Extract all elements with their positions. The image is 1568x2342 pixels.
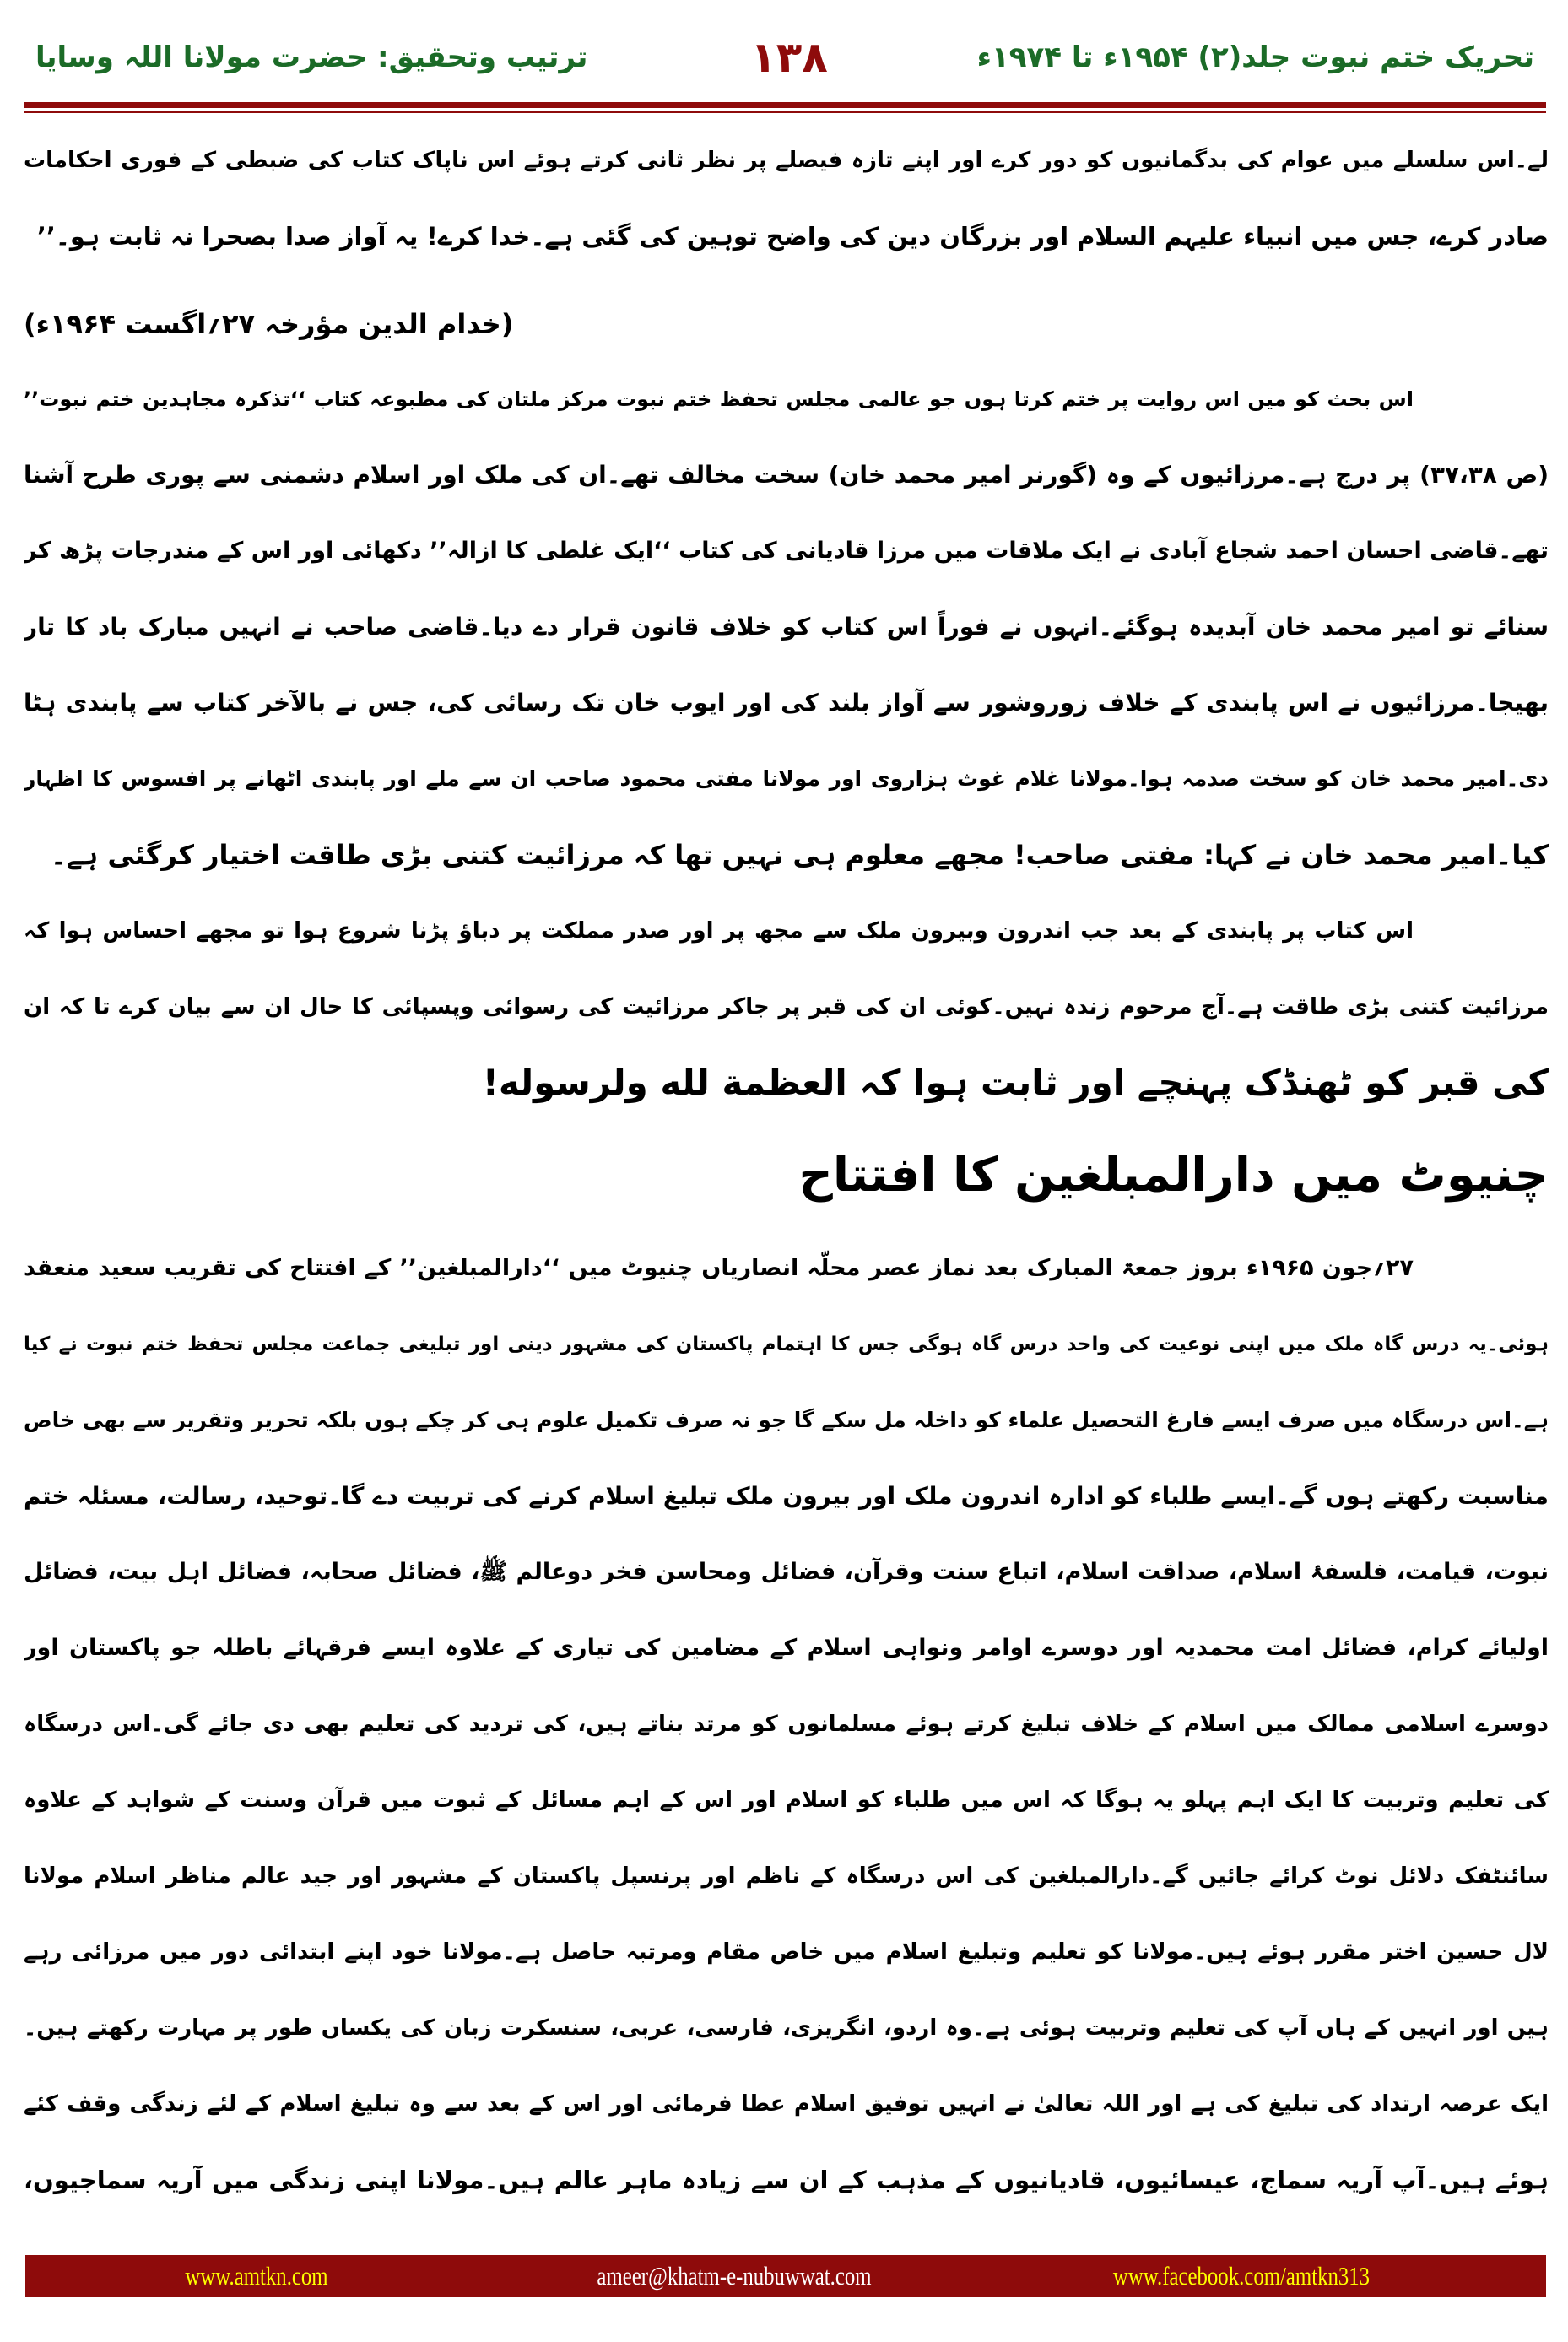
body-line: نبوت، قیامت، فلسفۂ اسلام، صداقت اسلام، اتباع سنت وقرآن، فضائل ومحاسن فخر دوعالم ﷺ، فضائل صحابہ، فضائل اہل بیت، فضائل [24,1559,1549,1585]
body-line: کی قبر کو ٹھنڈک پہنچے اور ثابت ہوا کہ العظمة لله ولرسوله! [482,1062,1549,1103]
paragraph [24,1230,1549,2218]
body-line: مرزائیت کتنی بڑی طاقت ہے۔آج مرحوم زندہ نہیں۔کوئی ان کی قبر پر جاکر مرزائیت کی رسوائی وپسپائی کا حال ان سے بیان کرے تا کہ ان [24,994,1549,1020]
body-line: اولیائے کرام، فضائل امت محمدیہ اور دوسرے اوامر ونواہی اسلام کے مضامین کی تیاری کے علاوہ ایسے فرقہائے باطلہ جو پاکستان اور [24,1635,1549,1661]
source-citation [24,274,1549,361]
body-line: ہیں اور انہیں کے ہاں آپ کی تعلیم وتربیت ہوئی ہے۔وہ اردو، انگریزی، فارسی، عربی، سنسکرت زبان کی یکساں طور پر مہارت رکھتے ہیں۔ [24,2015,1549,2041]
citation-text: (خدام الدین مؤرخہ ۲۷؍اگست ۱۹۶۴ء) [24,308,514,340]
paragraph [24,893,1549,1121]
paragraph [24,361,1549,893]
body-line: ۲۷؍جون ۱۹۶۵ء بروز جمعۃ المبارک بعد نماز عصر محلّہ انصاریاں چنیوٹ میں ‘‘دارالمبلغین’’ کے افتتاح کی تقریب سعید منعقد [24,1255,1414,1281]
body-line: کی تعلیم وتربیت کا ایک اہم پہلو یہ ہوگا کہ اس میں طلباء کو اسلام اور اس کے اہم مسائل کے ثبوت میں قرآن وسنت کے شواہد کے علاوہ [24,1788,1549,1813]
body-line: سائنٹفک دلائل نوٹ کرائے جائیں گے۔دارالمبلغین کی اس درسگاہ کے ناظم اور پرنسپل پاکستان کے مشہور اور جید عالم مناظر اسلام مولانا [24,1863,1549,1889]
body-line: ہوئے ہیں۔آپ آریہ سماج، عیسائیوں، قادیانیوں کے مذہب کے ان سے زیادہ ماہر عالم ہیں۔مولانا اپنی زندگی میں آریہ سماجیوں، [24,2166,1549,2194]
compiler-credit: ترتیب وتحقیق: حضرت مولانا اللہ وسایا [35,41,588,74]
quote-continuation [24,122,1549,274]
body-line: تھے۔قاضی احسان احمد شجاع آبادی نے ایک ملاقات میں مرزا قادیانی کی کتاب ‘‘ایک غلطی کا ازالہ’’ دکھائی اور اس کے مندرجات پڑھ کر [24,538,1549,564]
body-line: لال حسین اختر مقرر ہوئے ہیں۔مولانا کو تعلیم وتبلیغ اسلام میں خاص مقام ومرتبہ حاصل ہے۔مولانا خود اپنے ابتدائی دور میں مرزائی رہے [24,1939,1549,1965]
section-heading: چنیوٹ میں دارالمبلغین کا افتتاح [798,1148,1549,1203]
body-line: اس کتاب پر پابندی کے بعد جب اندرون وبیرون ملک سے مجھ پر اور صدر مملکت پر دباؤ پڑنا شروع ہوا تو مجھے احساس ہوا کہ [24,918,1414,944]
body-line: ہوئی۔یہ درس گاہ ملک میں اپنی نوعیت کی واحد درس گاہ ہوگی جس کا اہتمام پاکستان کی مشہور دینی اور تبلیغی جماعت مجلس تحفظ ختم نبوت نے کیا [24,1333,1549,1355]
body-line: کیا۔امیر محمد خان نے کہا: مفتی صاحب! مجھے معلوم ہی نہیں تھا کہ مرزائیت کتنی بڑی طاقت اختیار کرگئی ہے۔ [50,839,1549,871]
page-content [24,122,1549,2218]
facebook-link[interactable]: www.facebook.com/amtkn313 [1112,2261,1371,2291]
header-rule-thick [24,102,1546,108]
body-line: سنائے تو امیر محمد خان آبدیدہ ہوگئے۔انہوں نے فوراً اس کتاب کو خلاف قانون قرار دے دیا۔قاضی صاحب نے انہیں مبارک باد کا تار [24,613,1549,641]
body-line: مناسبت رکھتے ہوں گے۔ایسے طلباء کو ادارہ اندرون ملک اور بیرون ملک تبلیغ اسلام کرنے کی تربیت دے گا۔توحید، رسالت، مسئلہ ختم [24,1482,1549,1510]
body-line: اس بحث کو میں اس روایت پر ختم کرتا ہوں جو عالمی مجلس تحفظ ختم نبوت مرکز ملتان کی مطبوعہ کتاب ‘‘تذکرہ مجاہدین ختم نبوت’’ [24,387,1414,411]
body-line: (ص ۳۷،۳۸) پر درج ہے۔مرزائیوں کے وہ (گورنر امیر محمد خان) سخت مخالف تھے۔ان کی ملک اور اسلام دشمنی سے پوری طرح آشنا [24,461,1549,489]
body-line: دی۔امیر محمد خان کو سخت صدمہ ہوا۔مولانا غلام غوث ہزاروی اور مولانا مفتی محمود صاحب ان سے ملے اور پابندی اٹھانے پر افسوس کا اظہار [24,766,1549,791]
book-title: تحریک ختم نبوت جلد(۲) ۱۹۵۴ء تا ۱۹۷۴ء [976,41,1534,74]
body-line: صادر کرے، جس میں انبیاء علیہم السلام اور بزرگان دین کی واضح توہین کی گئی ہے۔خدا کرے! یہ آواز صدا بصحرا نہ ثابت ہو۔’’ [36,222,1549,251]
body-line: ایک عرصہ ارتداد کی تبلیغ کی ہے اور اللہ تعالیٰ نے انہیں توفیق اسلام عطا فرمائی اور اس کے بعد سے وہ تبلیغ اسلام کے لئے زندگی وقف کئے [24,2091,1549,2117]
footer-bar [25,2255,1546,2297]
body-line: ہے۔اس درسگاہ میں صرف ایسے فارغ التحصیل علماء کو داخلہ مل سکے گا جو نہ صرف تکمیل علوم ہی کر چکے ہوں بلکہ تحریر وتقریر سے بھی خاص [24,1408,1549,1432]
header-rule-thin [24,111,1546,113]
page-number: ۱۳۸ [750,33,828,82]
email-link[interactable]: ameer@khatm-e-nubuwwat.com [597,2261,872,2291]
body-line: بھیجا۔مرزائیوں نے اس پابندی کے خلاف زوروشور سے آواز بلند کی اور ایوب خان تک رسائی کی، جس نے بالآخر کتاب سے پابندی ہٹا [24,689,1549,717]
website-link[interactable]: www.amtkn.com [185,2261,328,2291]
body-line: لے۔اس سلسلے میں عوام کی بدگمانیوں کو دور کرے اور اپنے تازہ فیصلے پر نظر ثانی کرتے ہوئے اس ناپاک کتاب کی ضبطی کے فوری احکامات [24,148,1549,173]
body-line: دوسرے اسلامی ممالک میں اسلام کے خلاف تبلیغ کرتے ہوئے مسلمانوں کو مرتد بناتے ہیں، کی تردید کی تعلیم بھی دی جائے گی۔اس درسگاہ [24,1712,1549,1737]
